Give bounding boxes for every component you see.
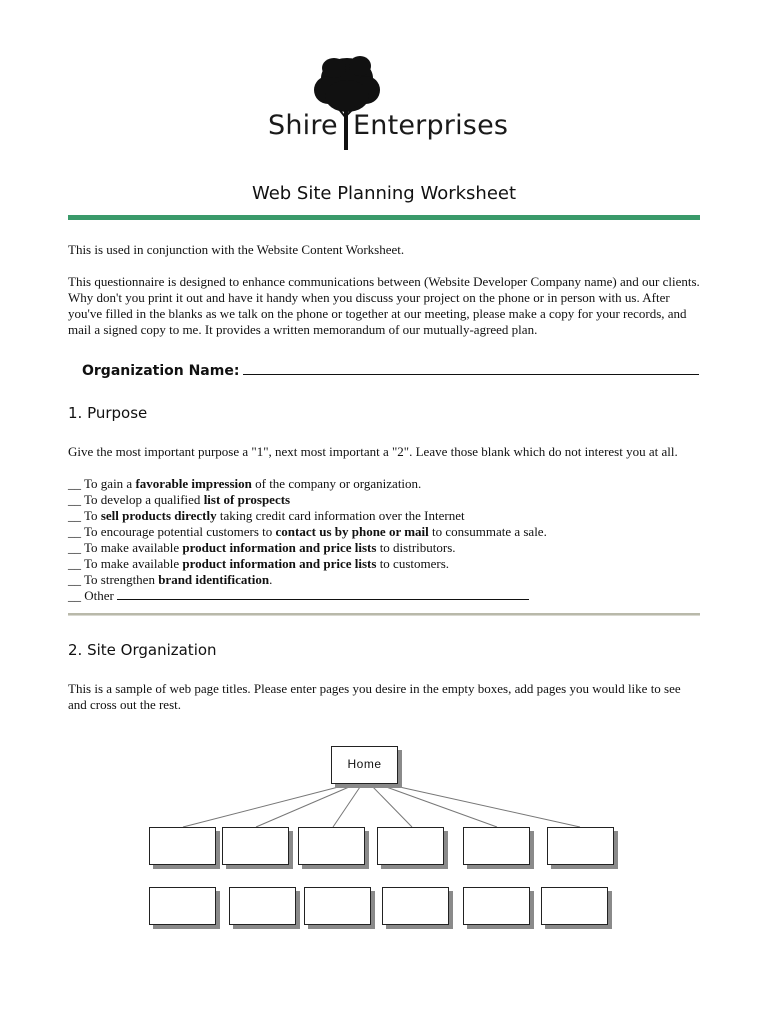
site-map-diagram [0,740,768,940]
page-box[interactable] [149,887,216,925]
page-box[interactable] [382,887,449,925]
site-organization-instructions: This is a sample of web page titles. Please enter pages you desire in the empty boxes, add pages you would like to see and cross out the rest. [68,681,681,712]
page-box[interactable] [304,887,371,925]
organization-name-label: Organization Name: [82,363,240,379]
logo-word-enterprises: Enterprises [353,110,509,141]
intro-line-1: This is used in conjunction with the Website Content Worksheet. [68,242,405,257]
organization-name-field[interactable] [82,360,699,379]
home-page-label: Home [347,757,382,771]
logo-word-shire: Shire [268,110,338,141]
home-page-box[interactable] [331,746,398,784]
purpose-heading: 1. Purpose [68,404,148,422]
purpose-item[interactable]: __ To strengthen brand identification. [68,572,273,587]
purpose-item-other[interactable]: __ Other [68,588,700,604]
page-box[interactable] [541,887,608,925]
page-box[interactable] [149,827,216,865]
company-logo [262,50,512,156]
page-box[interactable] [298,827,365,865]
page-box[interactable] [229,887,296,925]
purpose-item[interactable]: __ To sell products directly taking credit card information over the Internet [68,508,465,523]
intro-paragraph: This questionnaire is designed to enhance communications between (Website Developer Company name) and our clients. Why don't you print it out and have it handy when you discuss your project on the phone or in person with us. After you've filled in the blanks as we talk on the phone or together at our meeting, please make a copy for your records, and mail a signed copy to me. It provides a written memorandum of our mutually-agreed plan. [68,274,700,337]
section-divider [68,613,700,616]
page-box[interactable] [222,827,289,865]
site-organization-heading: 2. Site Organization [68,641,217,659]
purpose-item[interactable]: __ To make available product information and price lists to distributors. [68,540,456,555]
other-purpose-blank[interactable] [117,588,529,600]
page-title: Web Site Planning Worksheet [251,183,517,204]
organization-name-blank[interactable] [243,360,699,375]
purpose-list [68,476,700,604]
purpose-item[interactable]: __ To make available product information and price lists to customers. [68,556,450,571]
title-divider [68,215,700,220]
page-box[interactable] [463,827,530,865]
purpose-item[interactable]: __ To develop a qualified list of prospects [68,492,291,507]
purpose-item[interactable]: __ To encourage potential customers to contact us by phone or mail to consummate a sale. [68,524,547,539]
page-box[interactable] [377,827,444,865]
page-box[interactable] [547,827,614,865]
purpose-item[interactable]: __ To gain a favorable impression of the company or organization. [68,476,422,491]
page-box[interactable] [463,887,530,925]
purpose-instructions: Give the most important purpose a "1", next most important a "2". Leave those blank which do not interest you at all. [68,444,678,459]
